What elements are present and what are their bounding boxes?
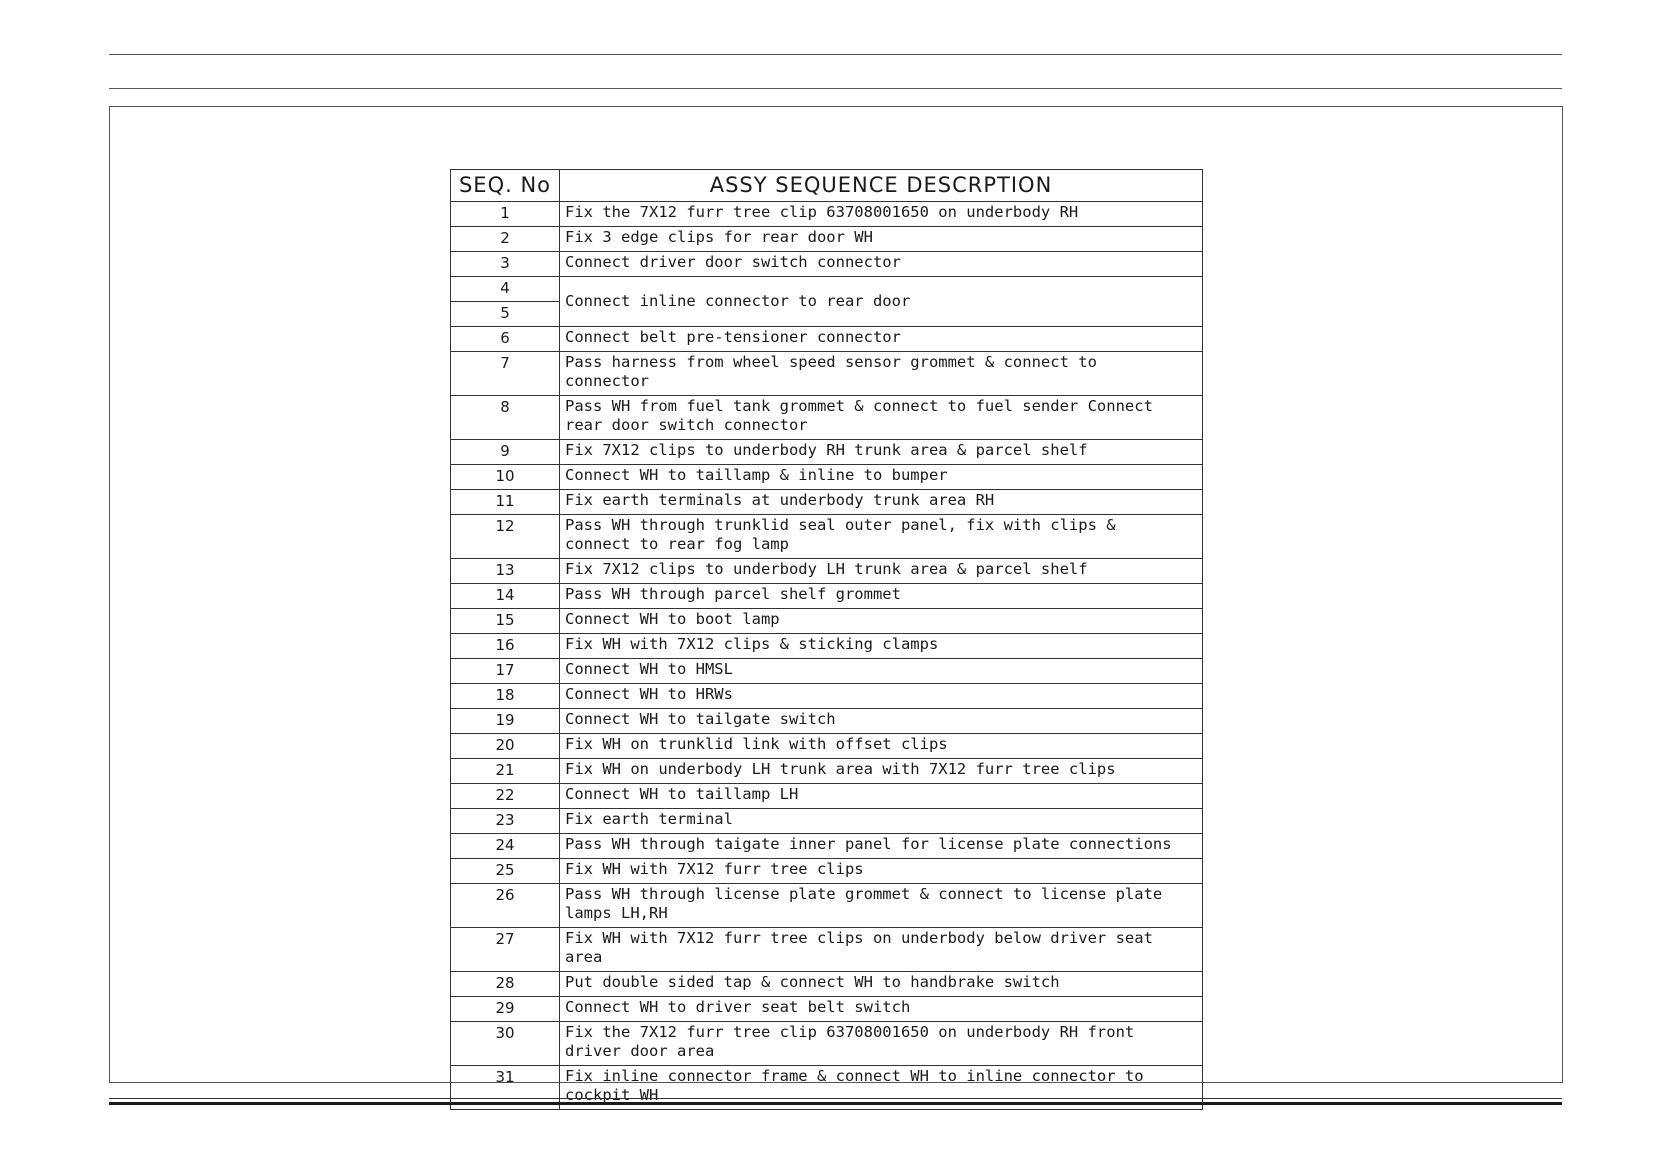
description-cell: Fix 7X12 clips to underbody RH trunk area & parcel shelf [560, 440, 1203, 465]
seq-cell: 28 [451, 972, 560, 997]
seq-cell: 20 [451, 734, 560, 759]
table-row [451, 859, 1203, 884]
description-cell: Fix the 7X12 furr tree clip 63708001650 on underbody RH front driver door area [560, 1022, 1203, 1066]
description-cell: Fix the 7X12 furr tree clip 63708001650 on underbody RH [560, 202, 1203, 227]
description-cell: Pass WH through parcel shelf grommet [560, 584, 1203, 609]
description-cell: Fix earth terminals at underbody trunk area RH [560, 490, 1203, 515]
description-cell: Fix 3 edge clips for rear door WH [560, 227, 1203, 252]
table-row [451, 396, 1203, 440]
top-rule-2 [109, 88, 1562, 89]
description-cell: Fix inline connector frame & connect WH to inline connector to cockpit WH [560, 1066, 1203, 1110]
table-row [451, 734, 1203, 759]
description-cell: Fix 7X12 clips to underbody LH trunk area & parcel shelf [560, 559, 1203, 584]
table-row [451, 997, 1203, 1022]
description-cell: Connect WH to boot lamp [560, 609, 1203, 634]
table-row [451, 252, 1203, 277]
seq-cell: 18 [451, 684, 560, 709]
seq-cell: 13 [451, 559, 560, 584]
table-row [451, 327, 1203, 352]
seq-cell: 24 [451, 834, 560, 859]
seq-cell: 25 [451, 859, 560, 884]
table-row [451, 609, 1203, 634]
description-cell: Pass WH through taigate inner panel for license plate connections [560, 834, 1203, 859]
seq-cell: 10 [451, 465, 560, 490]
table-row [451, 784, 1203, 809]
seq-cell: 31 [451, 1066, 560, 1110]
description-cell: Connect belt pre-tensioner connector [560, 327, 1203, 352]
seq-cell: 1 [451, 202, 560, 227]
seq-cell: 4 [451, 277, 560, 302]
description-cell: Connect WH to driver seat belt switch [560, 997, 1203, 1022]
seq-cell: 26 [451, 884, 560, 928]
bottom-rule-thin [109, 1098, 1562, 1099]
seq-column-header: SEQ. No [451, 170, 560, 202]
seq-cell: 9 [451, 440, 560, 465]
description-column-header: ASSY SEQUENCE DESCRPTION [560, 170, 1203, 202]
table-row [451, 515, 1203, 559]
description-cell: Connect WH to HMSL [560, 659, 1203, 684]
table-row [451, 277, 1203, 302]
description-cell: Pass WH through license plate grommet & connect to license plate lamps LH,RH [560, 884, 1203, 928]
seq-cell: 8 [451, 396, 560, 440]
table-row [451, 352, 1203, 396]
description-cell: Fix WH with 7X12 furr tree clips [560, 859, 1203, 884]
table-row [451, 709, 1203, 734]
seq-cell: 5 [451, 302, 560, 327]
seq-cell: 27 [451, 928, 560, 972]
seq-cell: 6 [451, 327, 560, 352]
table-row [451, 465, 1203, 490]
seq-cell: 7 [451, 352, 560, 396]
seq-cell: 2 [451, 227, 560, 252]
seq-cell: 30 [451, 1022, 560, 1066]
seq-cell: 12 [451, 515, 560, 559]
description-cell: Fix WH on underbody LH trunk area with 7X12 furr tree clips [560, 759, 1203, 784]
description-cell: Connect WH to tailgate switch [560, 709, 1203, 734]
table-row [451, 490, 1203, 515]
seq-cell: 21 [451, 759, 560, 784]
description-cell: Pass WH through trunklid seal outer panel, fix with clips & connect to rear fog lamp [560, 515, 1203, 559]
seq-cell: 17 [451, 659, 560, 684]
description-cell: Connect WH to taillamp & inline to bumper [560, 465, 1203, 490]
seq-cell: 22 [451, 784, 560, 809]
assembly-sequence-table [450, 169, 1203, 1110]
description-cell: Fix WH with 7X12 furr tree clips on underbody below driver seat area [560, 928, 1203, 972]
table-row [451, 559, 1203, 584]
table-row [451, 634, 1203, 659]
seq-cell: 3 [451, 252, 560, 277]
top-rule-1 [109, 54, 1562, 55]
seq-cell: 16 [451, 634, 560, 659]
seq-cell: 15 [451, 609, 560, 634]
description-cell: Connect WH to taillamp LH [560, 784, 1203, 809]
table-header-row [451, 170, 1203, 202]
description-cell: Put double sided tap & connect WH to handbrake switch [560, 972, 1203, 997]
table-row [451, 584, 1203, 609]
table-row [451, 440, 1203, 465]
description-cell: Connect driver door switch connector [560, 252, 1203, 277]
description-cell: Connect inline connector to rear door [560, 277, 1203, 327]
table-row [451, 659, 1203, 684]
table-row [451, 202, 1203, 227]
description-cell: Fix WH on trunklid link with offset clips [560, 734, 1203, 759]
seq-cell: 19 [451, 709, 560, 734]
table-row [451, 1022, 1203, 1066]
table-row [451, 972, 1203, 997]
table-row [451, 684, 1203, 709]
description-cell: Connect WH to HRWs [560, 684, 1203, 709]
table-row [451, 809, 1203, 834]
seq-cell: 14 [451, 584, 560, 609]
description-cell: Pass harness from wheel speed sensor grommet & connect to connector [560, 352, 1203, 396]
table-row [451, 759, 1203, 784]
description-cell: Fix WH with 7X12 clips & sticking clamps [560, 634, 1203, 659]
table-row [451, 834, 1203, 859]
seq-cell: 11 [451, 490, 560, 515]
description-cell: Fix earth terminal [560, 809, 1203, 834]
bottom-rule-thick [109, 1102, 1562, 1105]
table-row [451, 227, 1203, 252]
description-cell: Pass WH from fuel tank grommet & connect to fuel sender Connect rear door switch connector [560, 396, 1203, 440]
seq-cell: 23 [451, 809, 560, 834]
table-row [451, 928, 1203, 972]
seq-cell: 29 [451, 997, 560, 1022]
table-row [451, 884, 1203, 928]
